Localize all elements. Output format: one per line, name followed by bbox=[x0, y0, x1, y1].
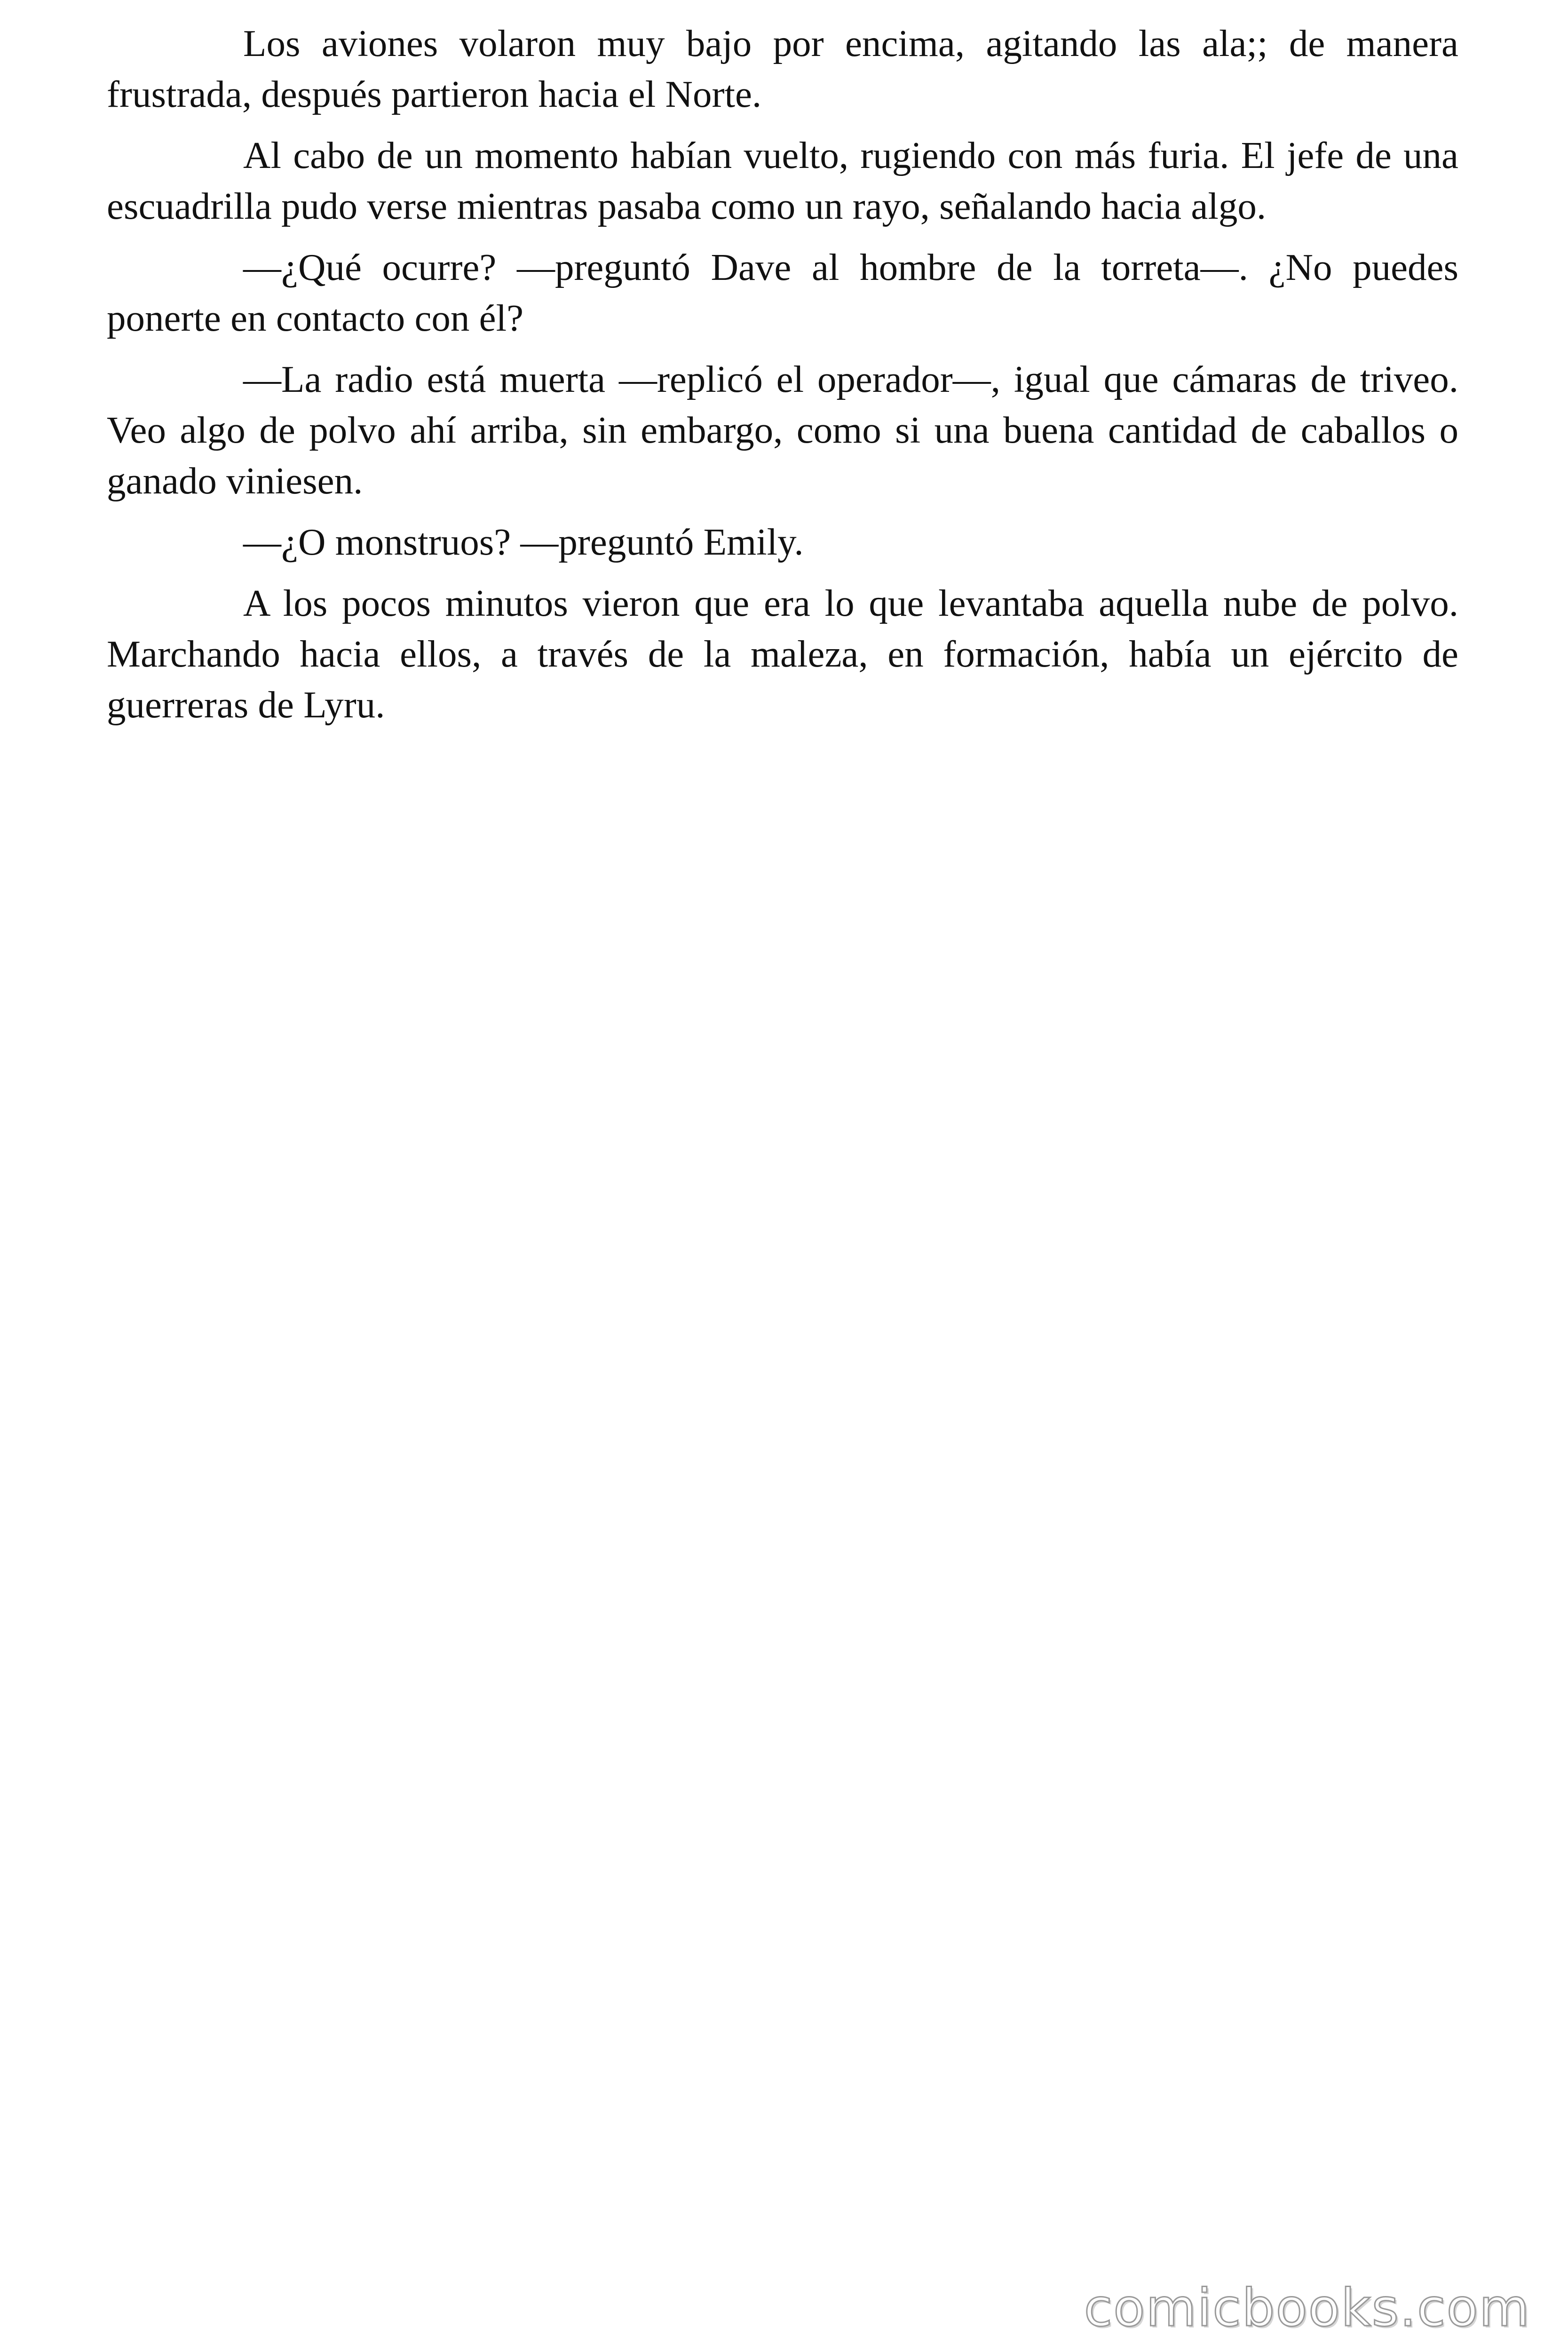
paragraph-1: Los aviones volaron muy bajo por encima, agitando las ala;; de manera frustrada, después partieron hacia el Norte. bbox=[107, 22, 1458, 115]
paragraph-3: —¿Qué ocurre? —preguntó Dave al hombre de la torreta—. ¿No puedes ponerte en contacto con él? bbox=[107, 246, 1458, 339]
paragraph-5: —¿O monstruos? —preguntó Emily. bbox=[243, 521, 804, 563]
body-text bbox=[107, 18, 1458, 740]
paragraph-4: —La radio está muerta —replicó el operador—, igual que cámaras de triveo. Veo algo de polvo ahí arriba, sin embargo, como si una buena cantidad de caballos o ganado viniesen. bbox=[107, 358, 1458, 502]
paragraph-2: Al cabo de un momento habían vuelto, rugiendo con más furia. El jefe de una escuadrilla pudo verse mientras pasaba como un rayo, señalando hacia algo. bbox=[107, 134, 1458, 227]
watermark-logo: comicbooks.com bbox=[1084, 2278, 1530, 2338]
paragraph-6: A los pocos minutos vieron que era lo que levantaba aquella nube de polvo. Marchando hacia ellos, a través de la maleza, en formación, había un ejército de guerreras de Lyru. bbox=[107, 582, 1458, 726]
